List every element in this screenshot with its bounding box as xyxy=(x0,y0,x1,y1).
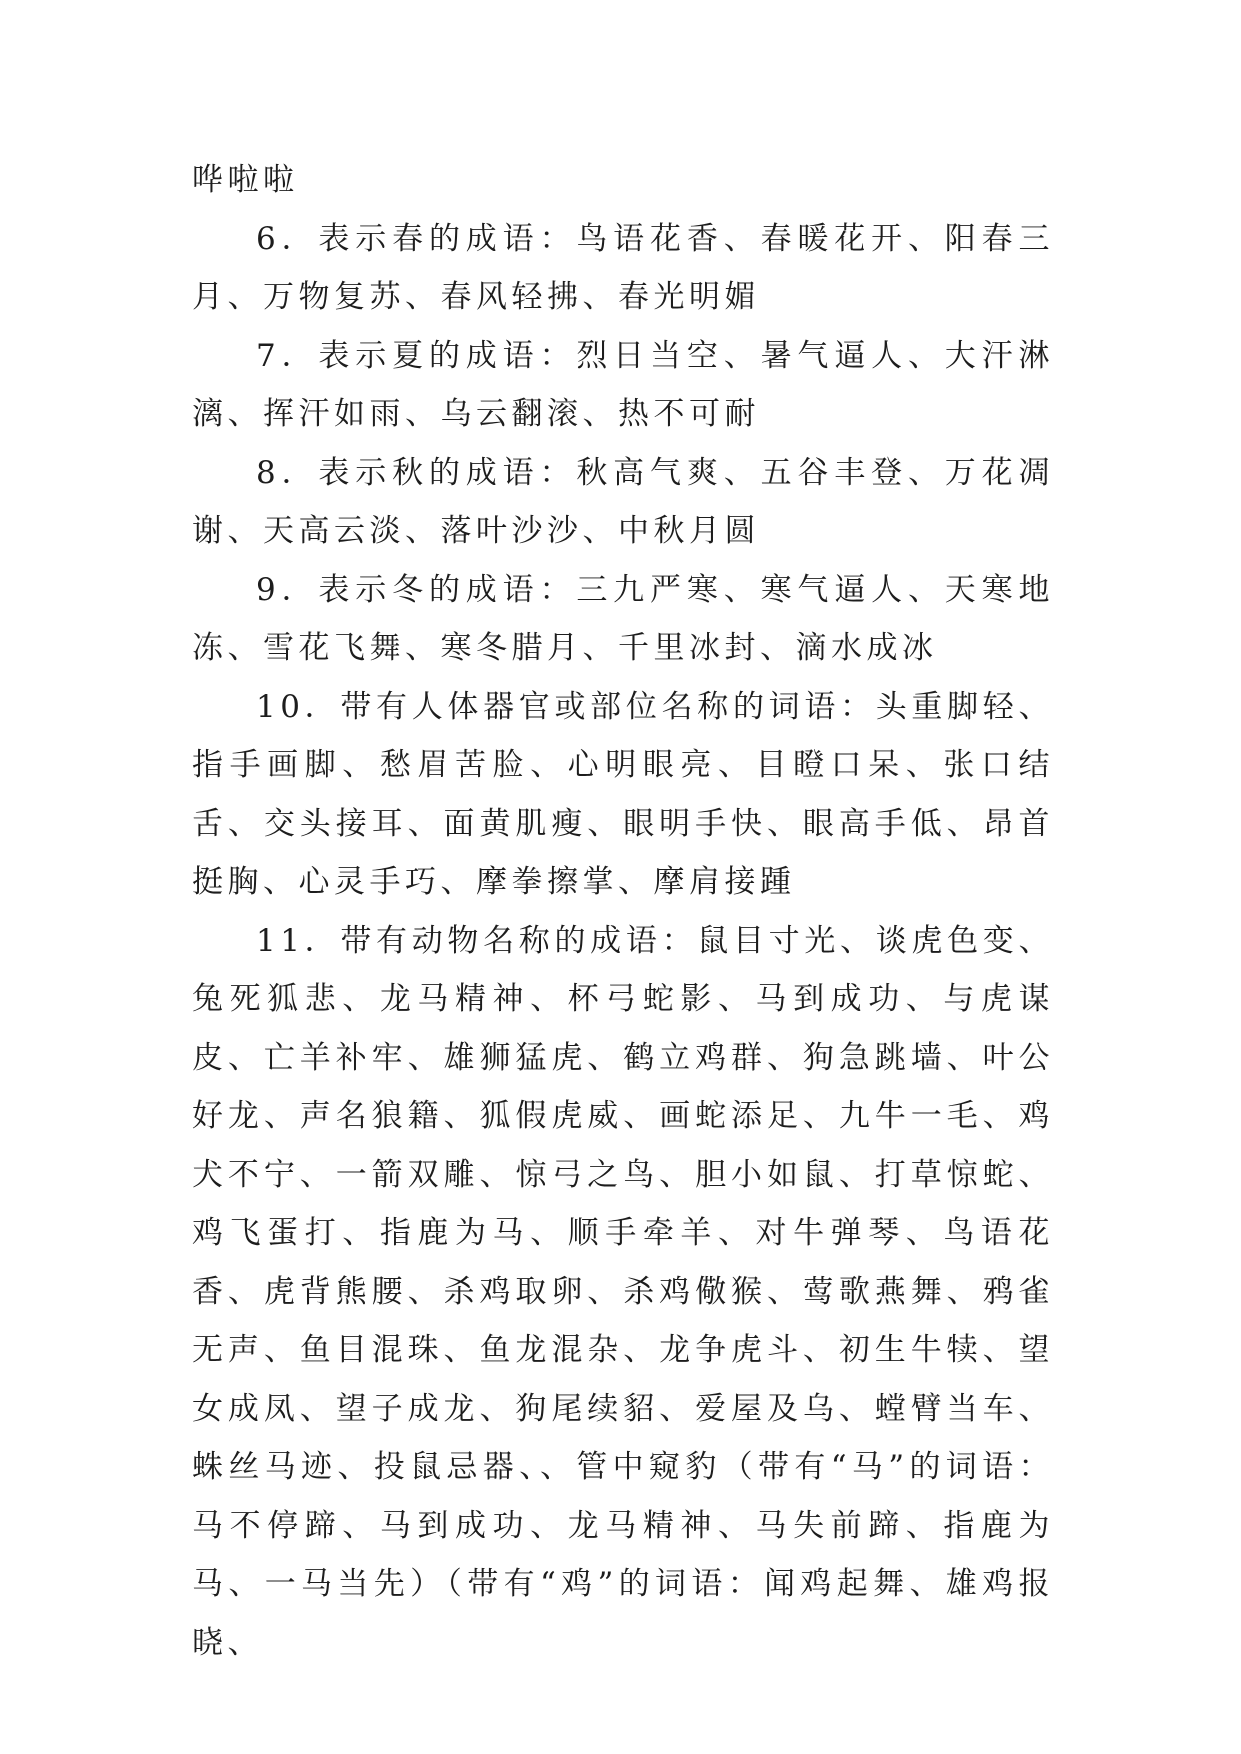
paragraph-spring-idioms: 6．表示春的成语：鸟语花香、春暖花开、阳春三月、万物复苏、春风轻拂、春光明媚 xyxy=(192,220,1054,315)
paragraph-winter-idioms: 9．表示冬的成语：三九严寒、寒气逼人、天寒地冻、雪花飞舞、寒冬腊月、千里冰封、滴水成冰 xyxy=(192,571,1054,666)
paragraph-animal-idioms: 11．带有动物名称的成语：鼠目寸光、谈虎色变、兔死狐悲、龙马精神、杯弓蛇影、马到成功、与虎谋皮、亡羊补牢、雄狮猛虎、鹤立鸡群、狗急跳墙、叶公好龙、声名狼籍、狐假虎威、画蛇添足、九牛一毛、鸡犬不宁、一箭双雕、惊弓之鸟、胆小如鼠、打草惊蛇、鸡飞蛋打、指鹿为马、顺手牵羊、对牛弹琴、鸟语花香、虎背熊腰、杀鸡取卵、杀鸡儆猴、莺歌燕舞、鸦雀无声、鱼目混珠、鱼龙混杂、龙争虎斗、初生牛犊、望女成凤、望子成龙、狗尾续貂、爱屋及乌、螳臂当车、蛛丝马迹、投鼠忌器、、管中窥豹（带有“马”的词语：马不停蹄、马到成功、龙马精神、马失前蹄、指鹿为马、一马当先）（带有“鸡”的词语：闻鸡起舞、雄鸡报晓、 xyxy=(192,922,1054,1661)
paragraph-continuation: 哗啦啦 xyxy=(192,162,299,198)
body-text xyxy=(192,151,1054,1672)
paragraph-autumn-idioms: 8．表示秋的成语：秋高气爽、五谷丰登、万花凋谢、天高云淡、落叶沙沙、中秋月圆 xyxy=(192,454,1054,549)
paragraph-body-part-idioms: 10．带有人体器官或部位名称的词语：头重脚轻、指手画脚、愁眉苦脸、心明眼亮、目瞪口呆、张口结舌、交头接耳、面黄肌瘦、眼明手快、眼高手低、昂首挺胸、心灵手巧、摩拳擦掌、摩肩接踵 xyxy=(192,688,1054,900)
paragraph-summer-idioms: 7．表示夏的成语：烈日当空、暑气逼人、大汗淋漓、挥汗如雨、乌云翻滚、热不可耐 xyxy=(192,337,1054,432)
